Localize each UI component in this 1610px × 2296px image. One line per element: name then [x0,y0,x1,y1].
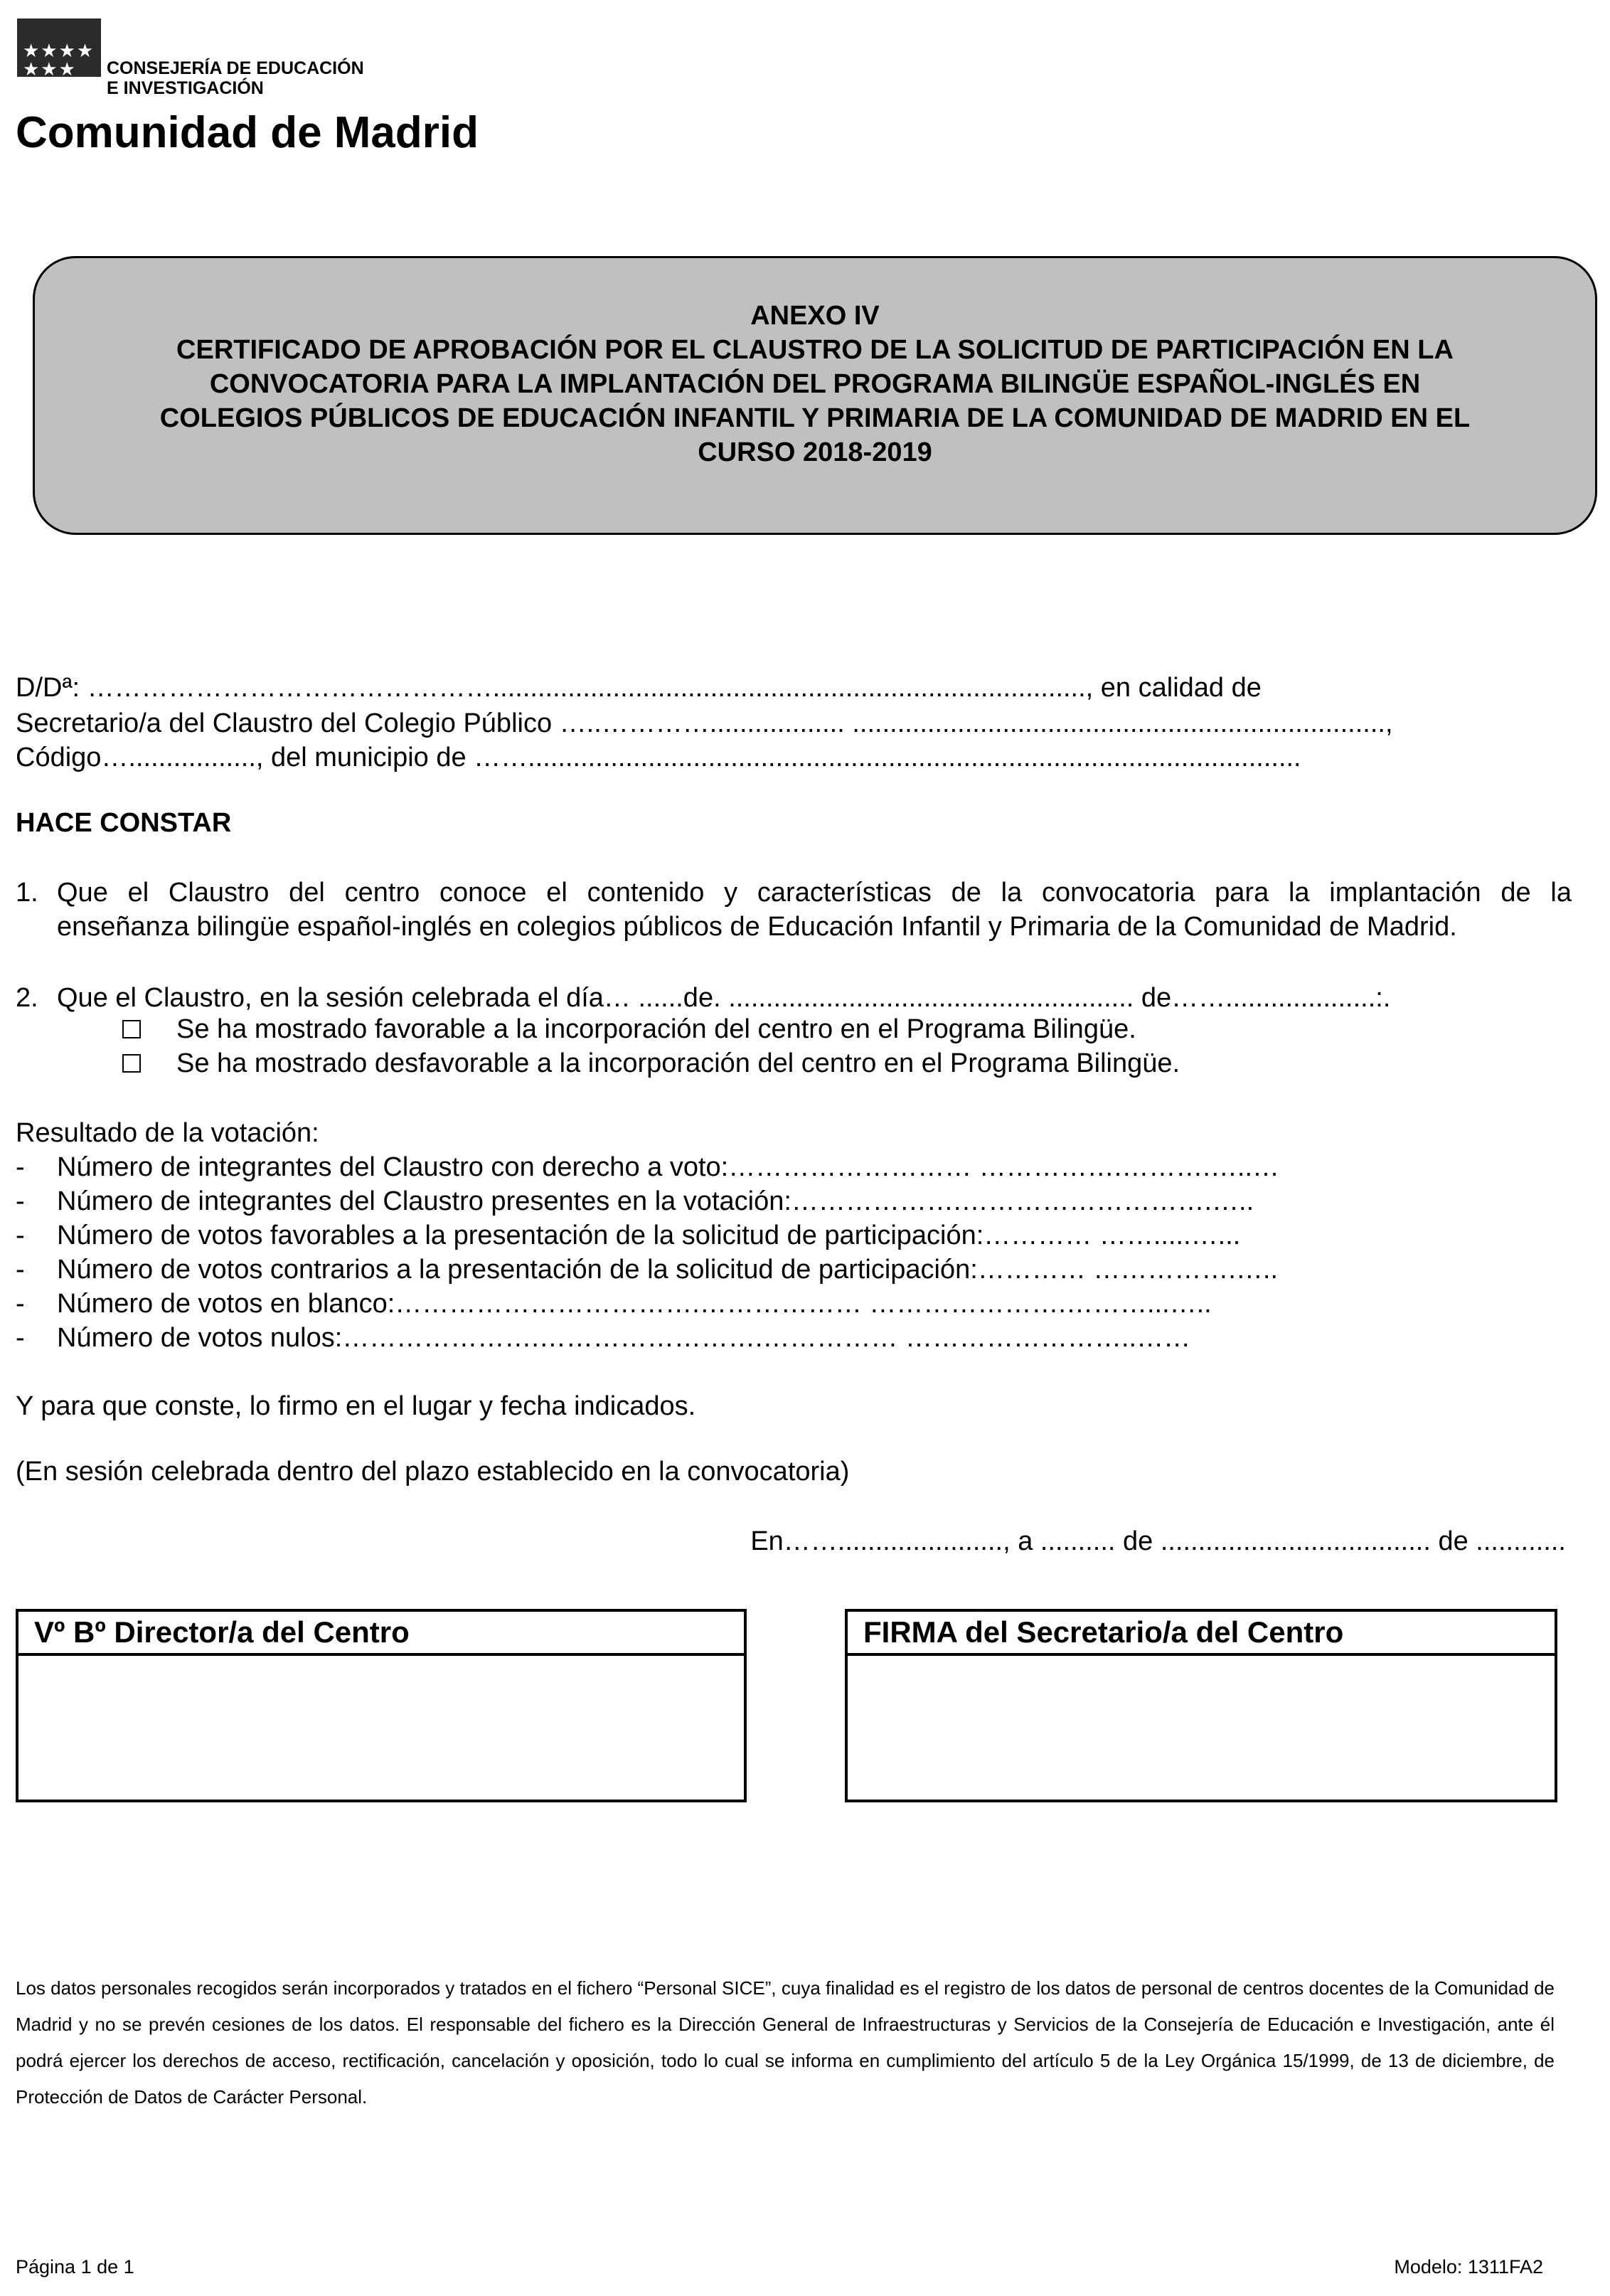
favorable-checkbox[interactable] [122,1020,141,1038]
title-line-1: CERTIFICADO DE APROBACIÓN POR EL CLAUSTRO DE LA SOLICITUD DE PARTICIPACIÓN EN LA [176,335,1454,365]
intro-line-1[interactable]: D/Dª: ………………………………………..............................................................................., en calidad de [16,673,1262,703]
department-name [107,58,364,98]
vote-item-dash: - [16,1152,25,1182]
vote-item-null[interactable]: Número de votos nulos:………………….…………………….…………… ……………………..…… [57,1323,1191,1353]
favorable-option-label: Se ha mostrado favorable a la incorporación del centro en el Programa Bilingüe. [176,1014,1136,1044]
place-date-line[interactable]: En……......................, a .......... de .................................... de ............ [750,1526,1566,1556]
vote-item-dash: - [16,1255,25,1285]
title-line-2: CONVOCATORIA PARA LA IMPLANTACIÓN DEL PROGRAMA BILINGÜE ESPAÑOL-INGLÉS EN [209,369,1421,399]
page-number: Página 1 de 1 [16,2256,134,2278]
logo-stars-icon: ★★★★ ★★★ [23,40,95,80]
votes-heading: Resultado de la votación: [16,1118,319,1148]
vote-item-present[interactable]: Número de integrantes del Claustro presentes en la votación:……………….……………………….….. [57,1186,1254,1216]
secretary-signature-label: FIRMA del Secretario/a del Centro [848,1612,1555,1656]
organization-name: Comunidad de Madrid [16,108,479,157]
unfavorable-checkbox[interactable] [122,1054,141,1073]
secretary-signature-box[interactable] [845,1609,1557,1802]
vote-item-blank[interactable]: Número de votos en blanco:…………………………….……………… ………………….………...….. [57,1289,1212,1319]
director-signature-box[interactable] [16,1609,747,1802]
annex-label: ANEXO IV [750,301,880,331]
vote-item-dash: - [16,1221,25,1250]
hace-constar-heading: HACE CONSTAR [16,808,232,838]
point-2-text[interactable]: Que el Claustro, en la sesión celebrada el día… ......de. ...................................................... de……....................:. [57,983,1391,1013]
vote-item-dash: - [16,1186,25,1216]
vote-item-favorable[interactable]: Número de votos favorables a la presentación de la solicitud de participación:………… …….....…... [57,1221,1241,1250]
title-line-4: CURSO 2018-2019 [698,437,932,467]
point-2-number: 2. [16,983,38,1013]
closing-statement: Y para que conste, lo firmo en el lugar y fecha indicados. [16,1391,696,1421]
document-title [33,299,1597,469]
model-code: Modelo: 1311FA2 [1394,2256,1543,2278]
session-note: (En sesión celebrada dentro del plazo establecido en la convocatoria) [16,1457,850,1487]
data-protection-notice: Los datos personales recogidos serán incorporados y tratados en el fichero “Personal SICE”, cuya finalidad es el registro de los datos de personal de centros docentes de la Comunidad de Madrid y no se prevén cesiones de los datos. El responsable del fichero es la Dirección General de Infraestructuras y Servicios de la Consejería de Educación e Investigación, ante él podrá ejercer los derechos de acceso, rectificación, cancelación y oposición, todo lo cual se informa en cumplimiento del artículo 5 de la Ley Orgánica 15/1999, de 13 de diciembre, de Protección de Datos de Carácter Personal. [16,1977,1555,2108]
intro-line-2[interactable]: Secretario/a del Claustro del Colegio Público …..………….................. ......................................................................., [16,708,1393,738]
intro-line-3[interactable]: Código…................., del municipio de ……....................................................................................................... [16,743,1301,772]
vote-item-against[interactable]: Número de votos contrarios a la presentación de la solicitud de participación:………… …………….….. [57,1255,1279,1285]
point-1-number: 1. [16,878,38,908]
department-line-1: CONSEJERÍA DE EDUCACIÓN [107,58,364,78]
director-signature-label: Vº Bº Director/a del Centro [18,1612,744,1656]
department-line-2: E INVESTIGACIÓN [107,78,264,98]
point-1-line-2: enseñanza bilingüe español-inglés en colegios públicos de Educación Infantil y Primaria de la Comunidad de Madrid. [57,912,1457,942]
vote-item-eligible[interactable]: Número de integrantes del Claustro con derecho a voto:……………………… …………….……….…..… [57,1152,1279,1182]
unfavorable-option-label: Se ha mostrado desfavorable a la incorporación del centro en el Programa Bilingüe. [176,1048,1180,1078]
vote-item-dash: - [16,1289,25,1319]
point-1-line-1: Que el Claustro del centro conoce el contenido y características de la convocatoria para la implantación de la [57,878,1572,908]
title-line-3: COLEGIOS PÚBLICOS DE EDUCACIÓN INFANTIL Y PRIMARIA DE LA COMUNIDAD DE MADRID EN EL [159,403,1471,433]
vote-item-dash: - [16,1323,25,1353]
